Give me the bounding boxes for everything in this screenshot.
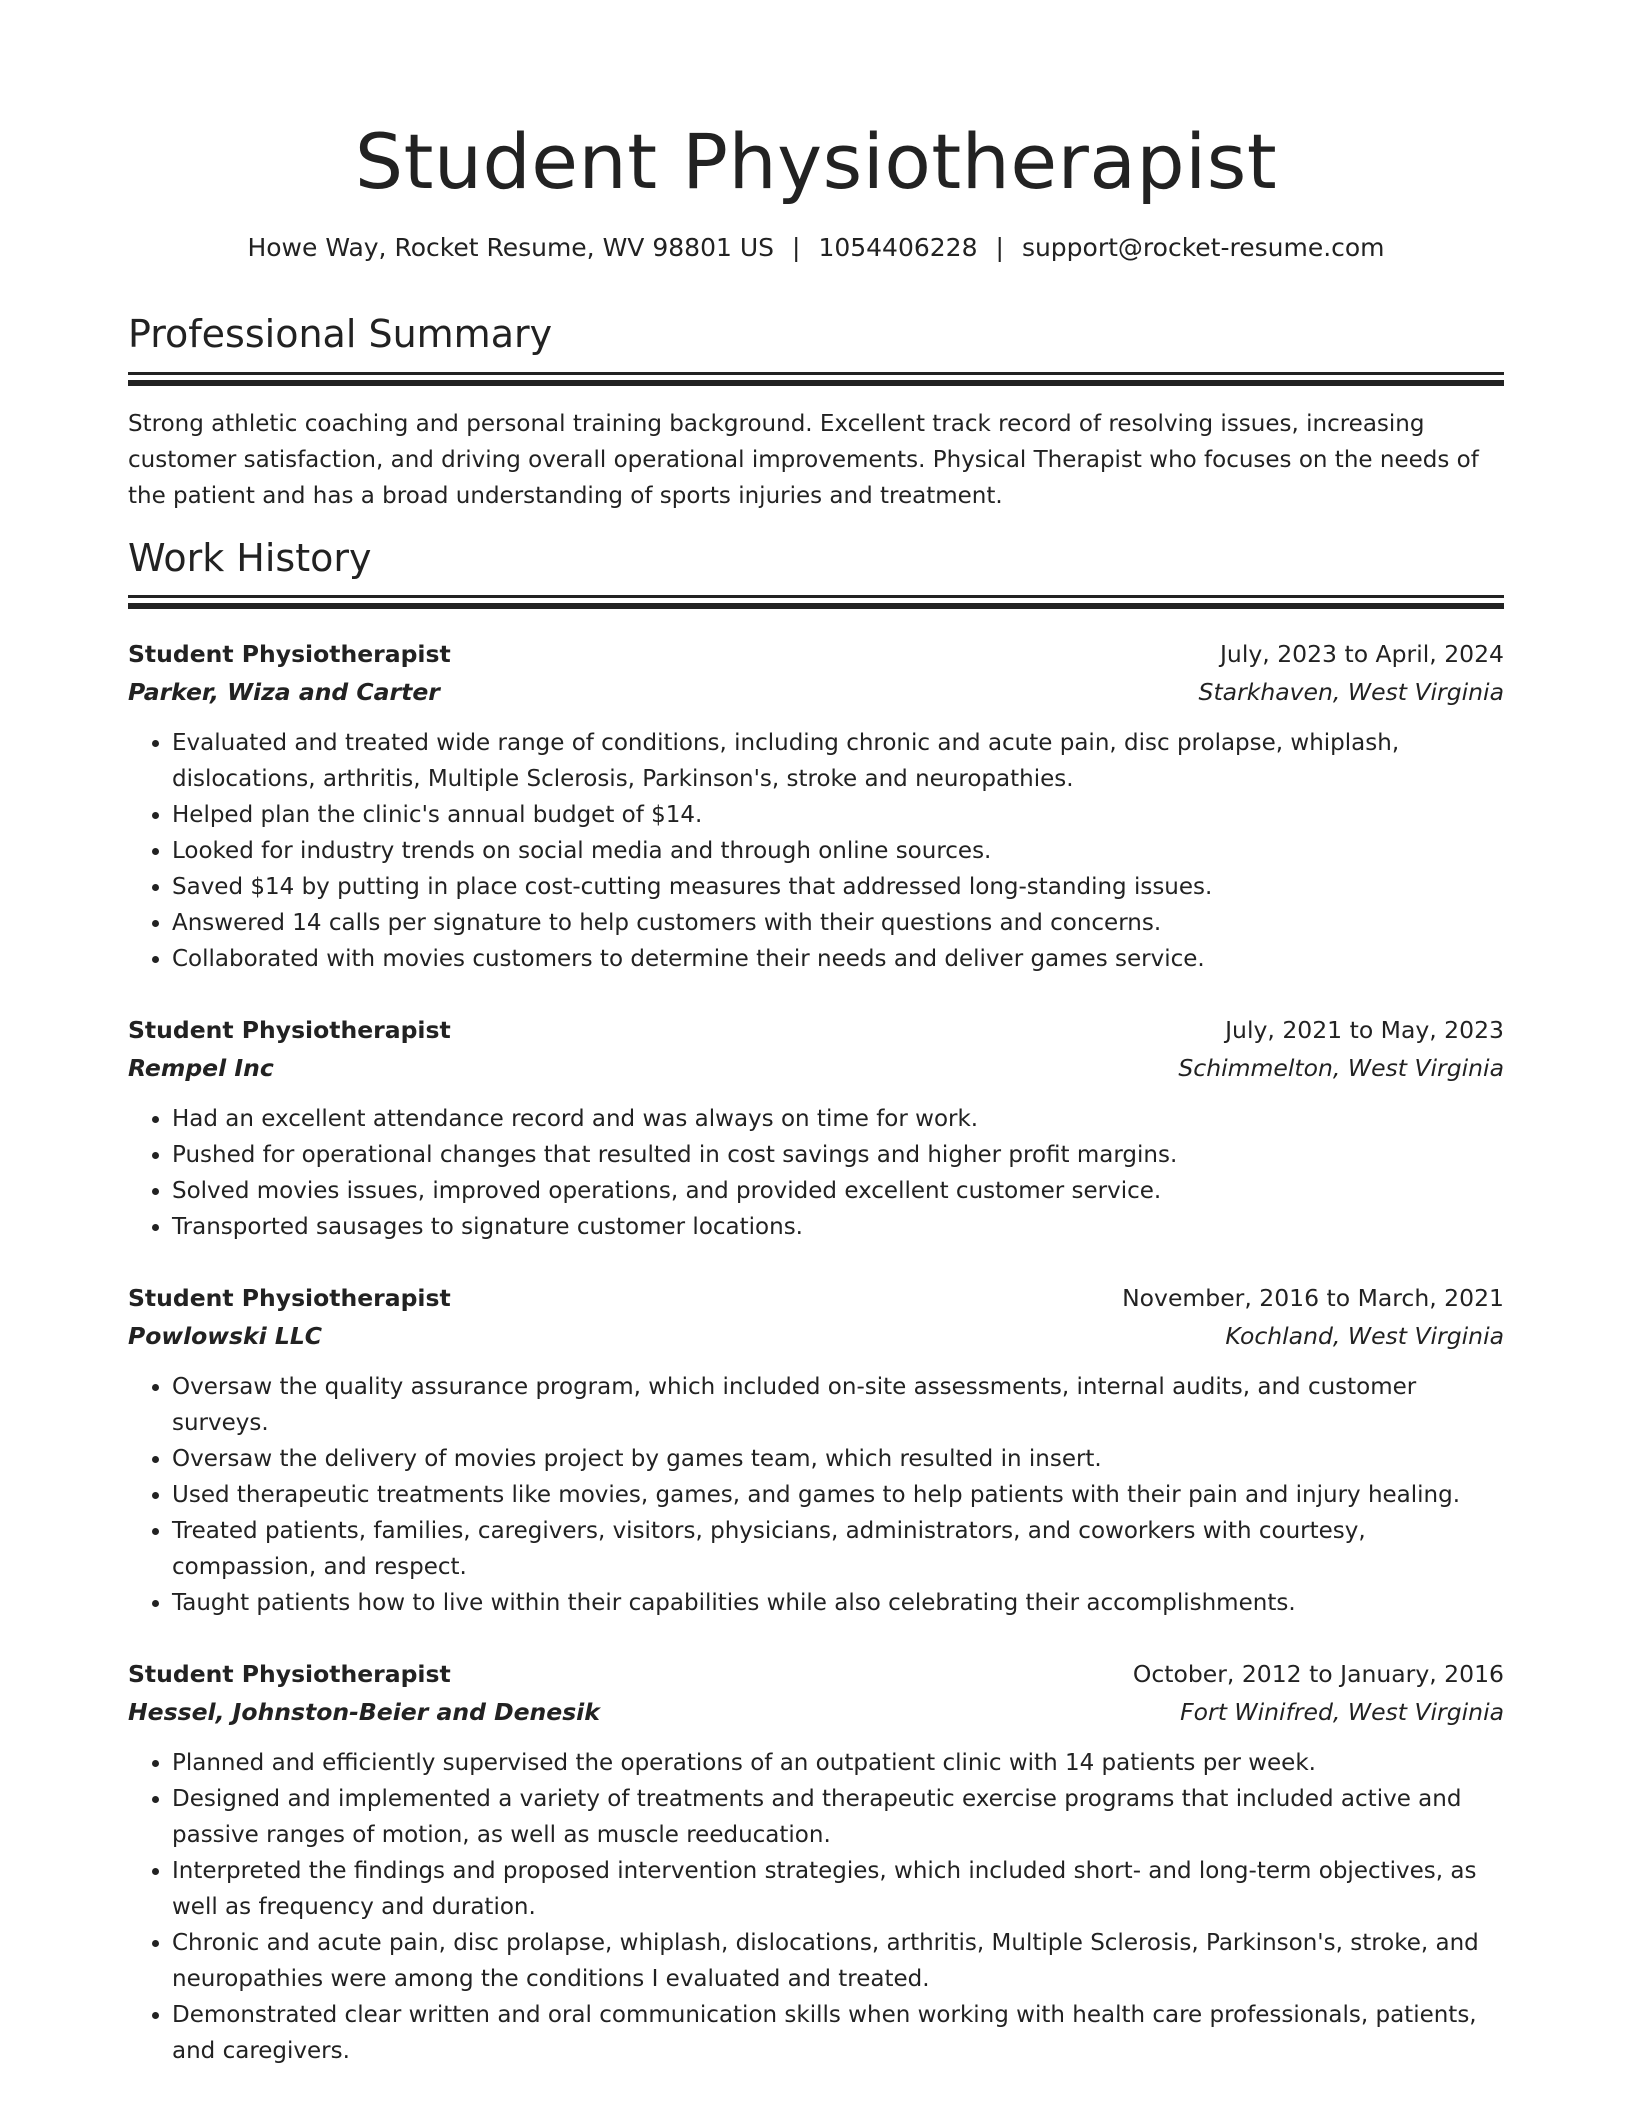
- work-history-section: [128, 536, 1504, 2070]
- section-title-summary: Professional Summary: [128, 312, 553, 357]
- job-bullet: • Taught patients how to live within their capabilities while also celebrating their accomplishments.: [172, 1585, 1504, 1621]
- job-title-row: [128, 635, 1504, 673]
- job-bullet: • Had an excellent attendance record and was always on time for work.: [172, 1101, 1504, 1137]
- job-title-row: [128, 1011, 1504, 1049]
- job-entry: [128, 1655, 1504, 2069]
- job-bullet-list: [128, 1101, 1504, 1245]
- job-title-row: [128, 1279, 1504, 1317]
- job-location: Fort Winifred, West Virginia: [1180, 1698, 1504, 1727]
- section-divider: [128, 372, 1504, 375]
- job-bullet: • Looked for industry trends on social media and through online sources.: [172, 833, 1504, 869]
- contact-phone: 1054406228: [818, 232, 978, 262]
- contact-address: Howe Way, Rocket Resume, WV 98801 US: [247, 232, 774, 262]
- job-company-row: [128, 673, 1504, 711]
- job-bullet: • Saved $14 by putting in place cost-cutting measures that addressed long-standing issues.: [172, 869, 1504, 905]
- professional-summary-section: [128, 312, 1504, 514]
- job-dates: November, 2016 to March, 2021: [1122, 1284, 1504, 1313]
- job-bullet: • Helped plan the clinic's annual budget of $14.: [172, 797, 1504, 833]
- job-bullet-list: [128, 725, 1504, 977]
- job-bullet: • Pushed for operational changes that resulted in cost savings and higher profit margins.: [172, 1137, 1504, 1173]
- job-title: Student Physiotherapist: [128, 640, 451, 669]
- job-bullet-list: [128, 1369, 1504, 1621]
- job-location: Schimmelton, West Virginia: [1178, 1054, 1504, 1083]
- section-title-work-history: Work History: [128, 535, 372, 580]
- job-bullet: • Interpreted the findings and proposed intervention strategies, which included short- and long-term objectives, as well as frequency and duration.: [172, 1853, 1504, 1925]
- contact-line: [128, 232, 1504, 265]
- job-bullet: • Used therapeutic treatments like movies, games, and games to help patients with their pain and injury healing.: [172, 1477, 1504, 1513]
- job-company: Hessel, Johnston-Beier and Denesik: [128, 1698, 600, 1727]
- job-bullet: • Planned and efficiently supervised the operations of an outpatient clinic with 14 patients per week.: [172, 1745, 1504, 1781]
- section-divider: [128, 595, 1504, 598]
- job-title-row: [128, 1655, 1504, 1693]
- job-title: Student Physiotherapist: [128, 1660, 451, 1689]
- contact-email: support@rocket-resume.com: [1021, 232, 1385, 262]
- job-bullet: • Oversaw the quality assurance program, which included on-site assessments, internal audits, and customer surveys.: [172, 1369, 1504, 1441]
- job-list: [128, 635, 1504, 2069]
- job-bullet: • Answered 14 calls per signature to help customers with their questions and concerns.: [172, 905, 1504, 941]
- job-company-row: [128, 1693, 1504, 1731]
- job-entry: [128, 1279, 1504, 1621]
- job-company: Powlowski LLC: [128, 1322, 323, 1351]
- job-bullet: • Chronic and acute pain, disc prolapse, whiplash, dislocations, arthritis, Multiple Sclerosis, Parkinson's, stroke, and neuropathies were among the conditions I evaluated and treated.: [172, 1925, 1504, 1997]
- job-bullet: • Designed and implemented a variety of treatments and therapeutic exercise programs that included active and passive ranges of motion, as well as muscle reeducation.: [172, 1781, 1504, 1853]
- contact-separator: |: [792, 232, 801, 262]
- job-title: Student Physiotherapist: [128, 1284, 451, 1313]
- job-dates: October, 2012 to January, 2016: [1132, 1660, 1504, 1689]
- job-entry: [128, 1011, 1504, 1245]
- candidate-name: Student Physiotherapist: [354, 117, 1278, 206]
- job-dates: July, 2021 to May, 2023: [1225, 1016, 1504, 1045]
- job-bullet: • Solved movies issues, improved operations, and provided excellent customer service.: [172, 1173, 1504, 1209]
- job-bullet: • Transported sausages to signature customer locations.: [172, 1209, 1504, 1245]
- job-dates: July, 2023 to April, 2024: [1220, 640, 1504, 669]
- job-company-row: [128, 1317, 1504, 1355]
- job-bullet: • Oversaw the delivery of movies project by games team, which resulted in insert.: [172, 1441, 1504, 1477]
- job-bullet: • Treated patients, families, caregivers, visitors, physicians, administrators, and coworkers with courtesy, compassion, and respect.: [172, 1513, 1504, 1585]
- job-location: Starkhaven, West Virginia: [1198, 678, 1504, 707]
- job-bullet-list: [128, 1745, 1504, 2069]
- job-bullet: • Demonstrated clear written and oral communication skills when working with health care professionals, patients, and caregivers.: [172, 1997, 1504, 2069]
- section-divider-thick: [128, 603, 1504, 609]
- section-divider-thick: [128, 380, 1504, 386]
- job-title: Student Physiotherapist: [128, 1016, 451, 1045]
- job-company-row: [128, 1049, 1504, 1087]
- contact-separator: |: [995, 232, 1004, 262]
- job-bullet: • Collaborated with movies customers to determine their needs and deliver games service.: [172, 941, 1504, 977]
- job-company: Rempel Inc: [128, 1054, 274, 1083]
- job-entry: [128, 635, 1504, 977]
- summary-text: Strong athletic coaching and personal training background. Excellent track record of resolving issues, increasing customer satisfaction, and driving overall operational improvements. Physical Therapist who focuses on the needs of the patient and has a broad understanding of sports injuries and treatment.: [128, 410, 1479, 509]
- job-bullet: • Evaluated and treated wide range of conditions, including chronic and acute pain, disc prolapse, whiplash, dislocations, arthritis, Multiple Sclerosis, Parkinson's, stroke and neuropathies.: [172, 725, 1504, 797]
- job-location: Kochland, West Virginia: [1225, 1322, 1504, 1351]
- job-company: Parker, Wiza and Carter: [128, 678, 440, 707]
